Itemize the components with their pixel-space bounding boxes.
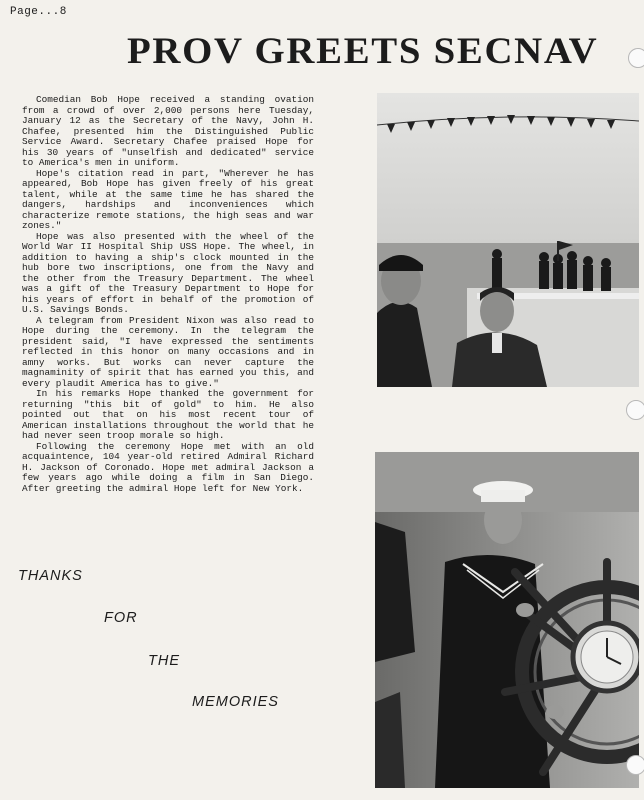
ceremony-photo [377,93,639,387]
article-body [22,95,314,494]
thanks-line-1: THANKS [18,568,83,584]
thanks-line-3: THE [148,653,180,669]
article-paragraph: Hope was also presented with the wheel of the World War II Hospital Ship USS Hope. The wheel, in addition to having a ship's clock mounted in the hub bore two inscriptions, one from the Navy and the other from the Treasury Department. The wheel was a gift of the Treasury Department to Hope for his years of effort in behalf of the promotion of U.S. Savings Bonds. [22,230,314,315]
ships-wheel-photo [375,452,639,788]
article-paragraph: Hope's citation read in part, "Wherever he has appeared, Bob Hope has given freely of his great talent, while at the same time he has shared the dangers, hardships and inconveniences which characterize remote stations, the high seas and war zones." [22,167,314,231]
binder-hole [626,755,644,775]
thanks-line-4: MEMORIES [192,694,279,710]
article-paragraph: A telegram from President Nixon was also read to Hope during the ceremony. In the telegram the president said, "I have expressed the sentiments reflected in this honor on many occasions and in amny works. But works can never capture the magnaminity of spirit that has earned you this, and every plaudit America has to give." [22,314,314,389]
article-paragraph: In his remarks Hope thanked the government for returning "this bit of gold" to him. He also pointed out that on his most recent tour of American installations throughout the world that he had never seen troop morale so high. [22,388,314,441]
binder-hole [628,48,644,68]
binder-hole [626,400,644,420]
thanks-line-2: FOR [104,610,138,626]
article-paragraph: Following the ceremony Hope met with an old acquaintence, 104 year-old retired Admiral Richard H. Jackson of Coronado. Hope met admiral Jackson a few years ago while doing a film in San Diego. After greeting the admiral Hope left for New York. [22,440,314,494]
article-paragraph: Comedian Bob Hope received a standing ovation from a crowd of over 2,000 persons here Tuesday, January 12 as the Secretary of the Navy, John H. Chafee, presented him the Distinguished Public Service Award. Secretary Chafee praised Hope for his 30 years of "unselfish and dedicated" service to America's men in uniform. [22,94,314,168]
headline: PROV GREETS SECNAV [127,31,599,72]
page-number: Page...8 [10,6,67,18]
